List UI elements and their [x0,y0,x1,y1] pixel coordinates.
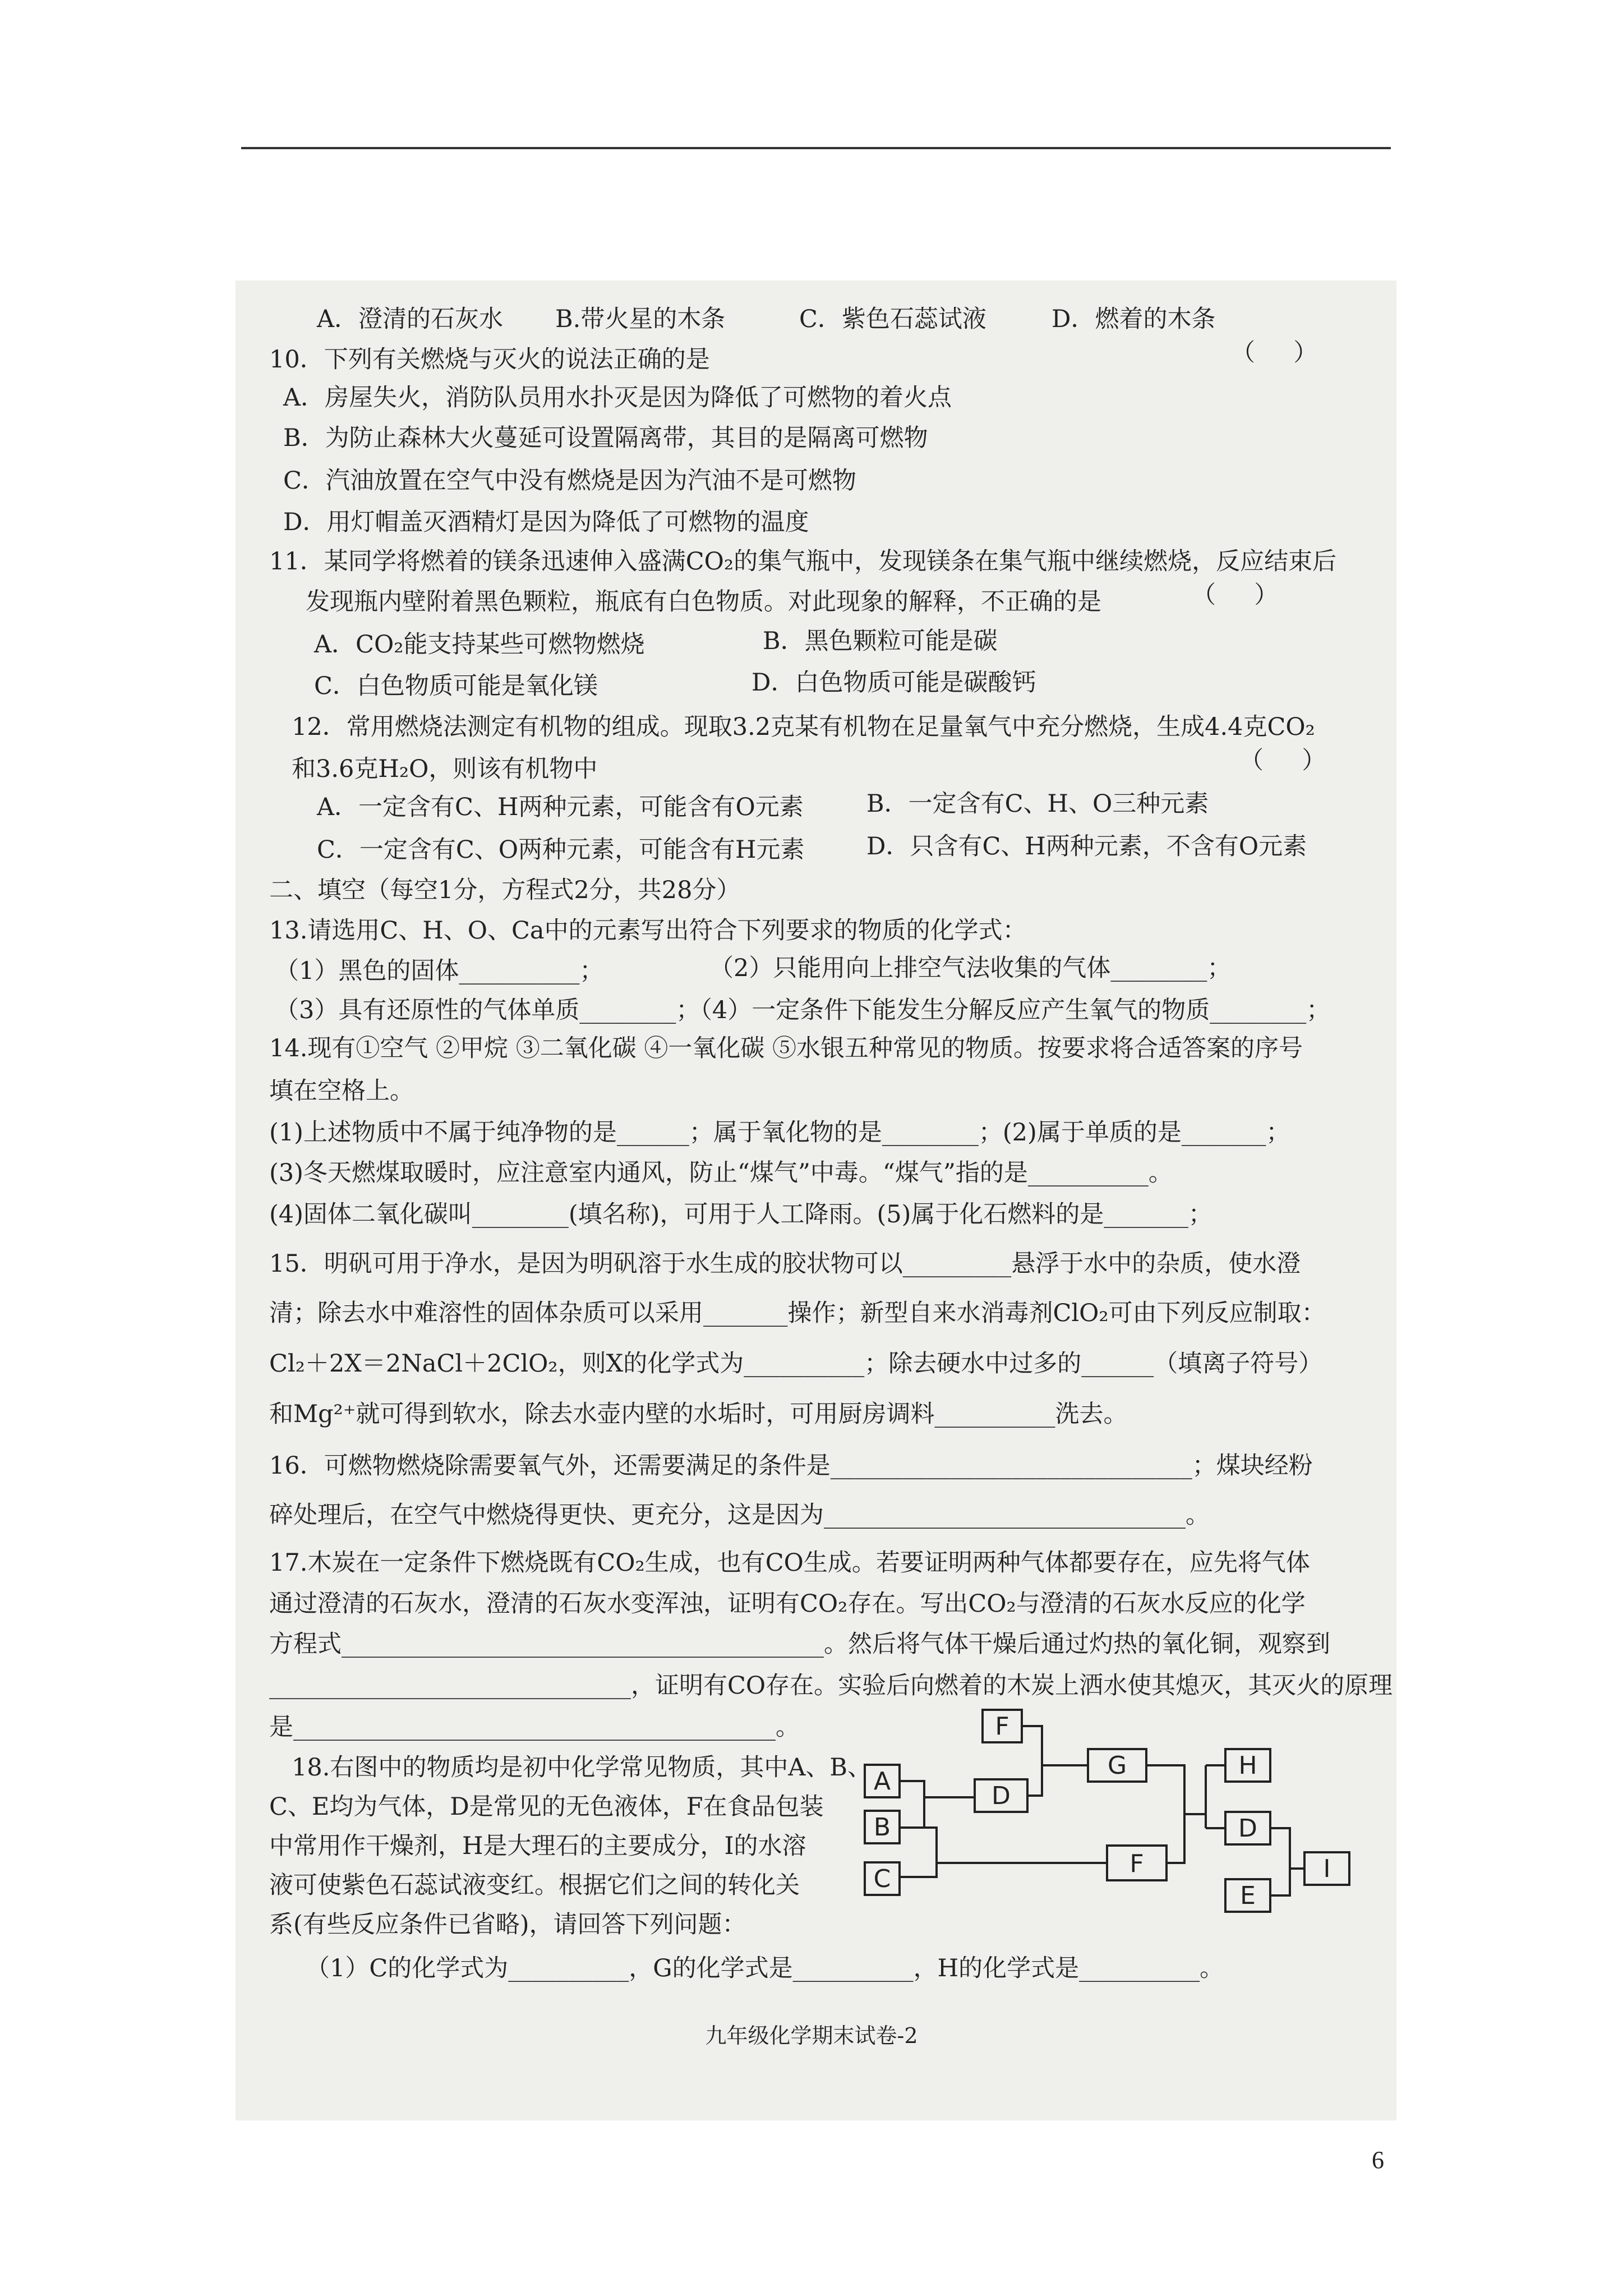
label-f-top: F [995,1712,1009,1741]
label-d-left: D [992,1782,1011,1810]
q10-answer-paren: （ ） [1231,339,1318,367]
q17-line1: 17.木炭在一定条件下燃烧既有CO₂生成，也有CO生成。若要证明两种气体都要存在，应先将气体 [269,1549,1310,1577]
q18-line3: 中常用作干燥剂，H是大理石的主要成分，I的水溶 [269,1832,806,1860]
q18-question-1: （1）C的化学式为__________，G的化学式是__________，H的化学式是__________。 [306,1954,1224,1982]
q14-part-1-2: (1)上述物质中不属于纯净物的是______；属于氧化物的是________；(2)属于单质的是_______； [269,1119,1290,1147]
q15-line2: 清；除去水中难溶性的固体杂质可以采用_______操作；新型自来水消毒剂ClO₂可由下列反应制取： [269,1299,1326,1327]
q18-line1: 18.右图中的物质均是初中化学常见物质，其中A、B、 [292,1754,872,1782]
q14-stem-2: 填在空格上。 [269,1077,414,1105]
q13-blank-2: （2）只能用向上排空气法收集的气体________； [709,954,1232,982]
q11-option-c: C．白色物质可能是氧化镁 [314,672,598,700]
page-number: 6 [1372,2146,1384,2174]
q13-stem: 13.请选用C、H、O、Ca中的元素写出符合下列要求的物质的化学式： [269,917,1027,945]
q17-line3: 方程式________________________________________。然后将气体干燥后通过灼热的氧化铜，观察到 [269,1630,1330,1658]
label-d-right: D [1238,1814,1257,1843]
q11-option-d: D．白色物质可能是碳酸钙 [751,669,1036,697]
q9-option-c: C．紫色石蕊试液 [799,305,986,333]
q17-line5: 是________________________________________。 [269,1713,800,1741]
q12-line1: 12．常用燃烧法测定有机物的组成。现取3.2克某有机物在足量氧气中充分燃烧，生成4.4克CO₂ [292,713,1315,741]
q9-option-a: A．澄清的石灰水 [317,305,504,333]
substance-transformation-diagram [864,1683,1391,1952]
q10-stem: 10．下列有关燃烧与灭火的说法正确的是 [269,346,710,374]
label-b: B [873,1813,891,1842]
q12-option-c: C．一定含有C、O两种元素，可能含有H元素 [317,836,805,864]
q9-option-d: D．燃着的木条 [1052,305,1216,333]
label-i: I [1323,1855,1331,1883]
q11-option-a: A．CO₂能支持某些可燃物燃烧 [314,631,645,659]
q11-line1: 11．某同学将燃着的镁条迅速伸入盛满CO₂的集气瓶中，发现镁条在集气瓶中继续燃烧，反应结束后 [269,547,1337,576]
q10-option-c: C．汽油放置在空气中没有燃烧是因为汽油不是可燃物 [283,467,856,495]
q12-option-d: D．只含有C、H两种元素，不含有O元素 [866,832,1307,861]
q18-line4: 液可使紫色石蕊试液变红。根据它们之间的转化关 [269,1871,800,1899]
q13-blank-3-4: （3）具有还原性的气体单质________；（4）一定条件下能发生分解反应产生氧气的物质________； [275,996,1331,1024]
q12-option-a: A．一定含有C、H两种元素，可能含有O元素 [317,793,804,821]
q10-option-d: D．用灯帽盖灭酒精灯是因为降低了可燃物的温度 [283,508,809,536]
q9-option-b: B.带火星的木条 [555,305,726,333]
section2-heading: 二、填空（每空1分，方程式2分，共28分） [269,876,741,904]
label-e: E [1240,1881,1256,1910]
q15-line4: 和Mg²⁺就可得到软水，除去水壶内壁的水垢时，可用厨房调料__________洗去。 [269,1400,1128,1428]
q15-line3: Cl₂＋2X＝2NaCl＋2ClO₂，则X的化学式为__________；除去硬水中过多的______（填离子符号） [269,1350,1323,1378]
q13-blank-1: （1）黑色的固体__________； [275,957,604,985]
q16-line1: 16．可燃物燃烧除需要氧气外，还需要满足的条件是______________________________；煤块经粉 [269,1452,1313,1480]
label-c: C [873,1865,891,1893]
header-rule [241,147,1391,149]
q14-stem-1: 14.现有①空气 ②甲烷 ③二氧化碳 ④一氧化碳 ⑤水银五种常见的物质。按要求将合适答案的序号 [269,1034,1303,1062]
q10-option-b: B．为防止森林大火蔓延可设置隔离带，其目的是隔离可燃物 [283,424,928,452]
q14-part-4-5: (4)固体二氧化碳叫________(填名称)，可用于人工降雨。(5)属于化石燃料的是_______； [269,1200,1212,1228]
q18-line5: 系(有些反应条件已省略)，请回答下列问题： [269,1911,746,1939]
q12-answer-paren: （ ） [1239,747,1326,775]
q17-line2: 通过澄清的石灰水，澄清的石灰水变浑浊，证明有CO₂存在。写出CO₂与澄清的石灰水反应的化学 [269,1590,1306,1618]
q10-option-a: A．房屋失火，消防队员用水扑灭是因为降低了可燃物的着火点 [283,384,952,412]
q11-answer-paren: （ ） [1192,581,1279,609]
q14-part-3: (3)冬天燃煤取暖时，应注意室内通风，防止“煤气”中毒。“煤气”指的是__________。 [269,1159,1173,1187]
q16-line2: 碎处理后，在空气中燃烧得更快、更充分，这是因为______________________________。 [269,1501,1210,1529]
q11-line2: 发现瓶内壁附着黑色颗粒，瓶底有白色物质。对此现象的解释，不正确的是 [306,588,1101,616]
q12-option-b: B．一定含有C、H、O三种元素 [866,790,1209,818]
q11-option-b: B．黑色颗粒可能是碳 [763,627,998,655]
label-a: A [873,1767,891,1796]
page-footer: 九年级化学期末试卷-2 [705,2023,918,2048]
q17-line4: ______________________________，证明有CO存在。实验后向燃着的木炭上洒水使其熄灭，其灭火的原理 [269,1672,1393,1700]
label-g: G [1107,1751,1127,1780]
q15-line1: 15．明矾可用于净水，是因为明矾溶于水生成的胶状物可以_________悬浮于水中的杂质，使水澄 [269,1250,1301,1278]
q12-line2: 和3.6克H₂O，则该有机物中 [292,755,598,783]
label-f-mid: F [1129,1849,1144,1878]
label-h: H [1238,1751,1257,1780]
q18-line2: C、E均为气体，D是常见的无色液体，F在食品包装 [269,1793,824,1821]
